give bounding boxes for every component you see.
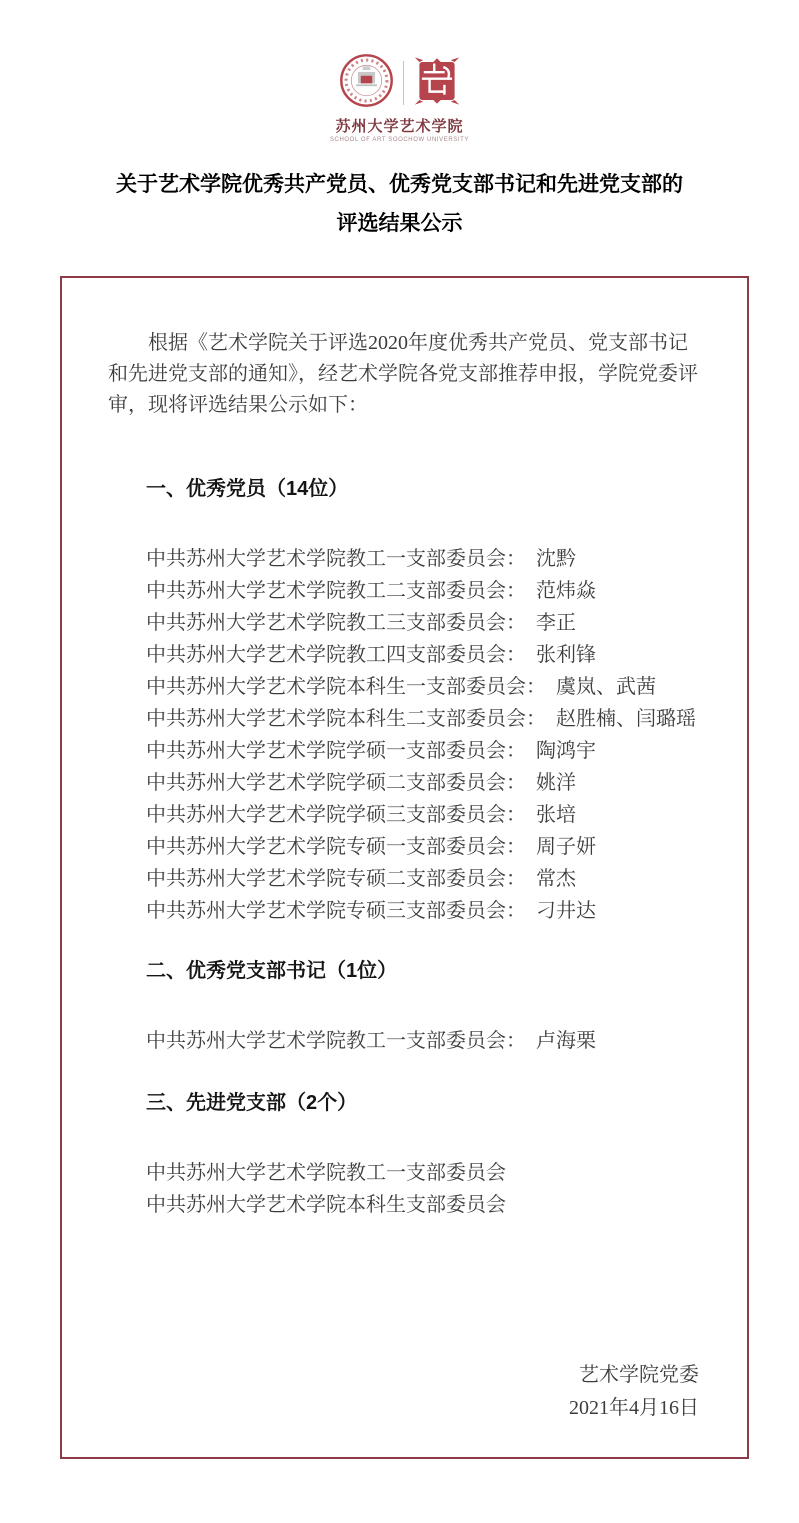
section-advanced-branches [146,1091,699,1221]
award-item: 中共苏州大学艺术学院专硕三支部委员会： 刁井达 [146,900,596,922]
award-list [146,1157,699,1221]
signature-date: 2021年4月16日 [569,1397,699,1419]
award-item: 中共苏州大学艺术学院学硕二支部委员会： 姚洋 [146,772,576,794]
document-title-line1: 关于艺术学院优秀共产党员、优秀党支部书记和先进党支部的 [116,173,683,196]
section-heading: 一、优秀党员（14位） [146,478,349,500]
section-outstanding-secretary [146,959,699,1057]
university-seal-icon [338,52,395,114]
award-item: 中共苏州大学艺术学院教工三支部委员会： 李正 [146,612,576,634]
award-item: 中共苏州大学艺术学院教工一支部委员会： 卢海栗 [146,1030,596,1052]
signature-organization: 艺术学院党委 [579,1364,699,1386]
section-heading: 二、优秀党支部书记（1位） [146,960,398,982]
award-list [146,543,699,927]
award-item: 中共苏州大学艺术学院本科生二支部委员会： 赵胜楠、闫璐瑶 [146,708,696,730]
notice-border-box [60,276,749,1459]
art-school-stamp-icon [412,52,462,114]
award-item: 中共苏州大学艺术学院教工二支部委员会： 范炜焱 [146,580,596,602]
award-item: 中共苏州大学艺术学院本科生一支部委员会： 虞岚、武茜 [146,676,656,698]
section-heading: 三、先进党支部（2个） [146,1092,358,1114]
award-list [146,1025,699,1057]
school-name-english: SCHOOL OF ART SOOCHOW UNIVERSITY [329,137,470,143]
award-item: 中共苏州大学艺术学院专硕一支部委员会： 周子妍 [146,836,596,858]
school-name-chinese: 苏州大学艺术学院 [335,118,464,135]
award-item: 中共苏州大学艺术学院教工一支部委员会： 沈黔 [146,548,576,570]
award-item: 中共苏州大学艺术学院教工一支部委员会 [146,1162,506,1184]
award-item: 中共苏州大学艺术学院本科生支部委员会 [146,1194,506,1216]
intro-paragraph: 根据《艺术学院关于评选2020年度优秀共产党员、党支部书记和先进党支部的通知》，经艺术学院各党支部推荐申报，学院党委评审，现将评选结果公示如下： [108,332,698,416]
document-header [0,0,799,143]
signature-block [108,1359,699,1425]
award-item: 中共苏州大学艺术学院专硕二支部委员会： 常杰 [146,868,576,890]
logo-divider [403,61,404,105]
document-title-line2: 评选结果公示 [336,212,463,235]
award-item: 中共苏州大学艺术学院学硕三支部委员会： 张培 [146,804,576,826]
award-item: 中共苏州大学艺术学院教工四支部委员会： 张利锋 [146,644,596,666]
award-item: 中共苏州大学艺术学院学硕一支部委员会： 陶鸿宇 [146,740,596,762]
document-title [40,165,759,243]
section-outstanding-members [146,477,699,927]
school-logo [0,54,799,112]
